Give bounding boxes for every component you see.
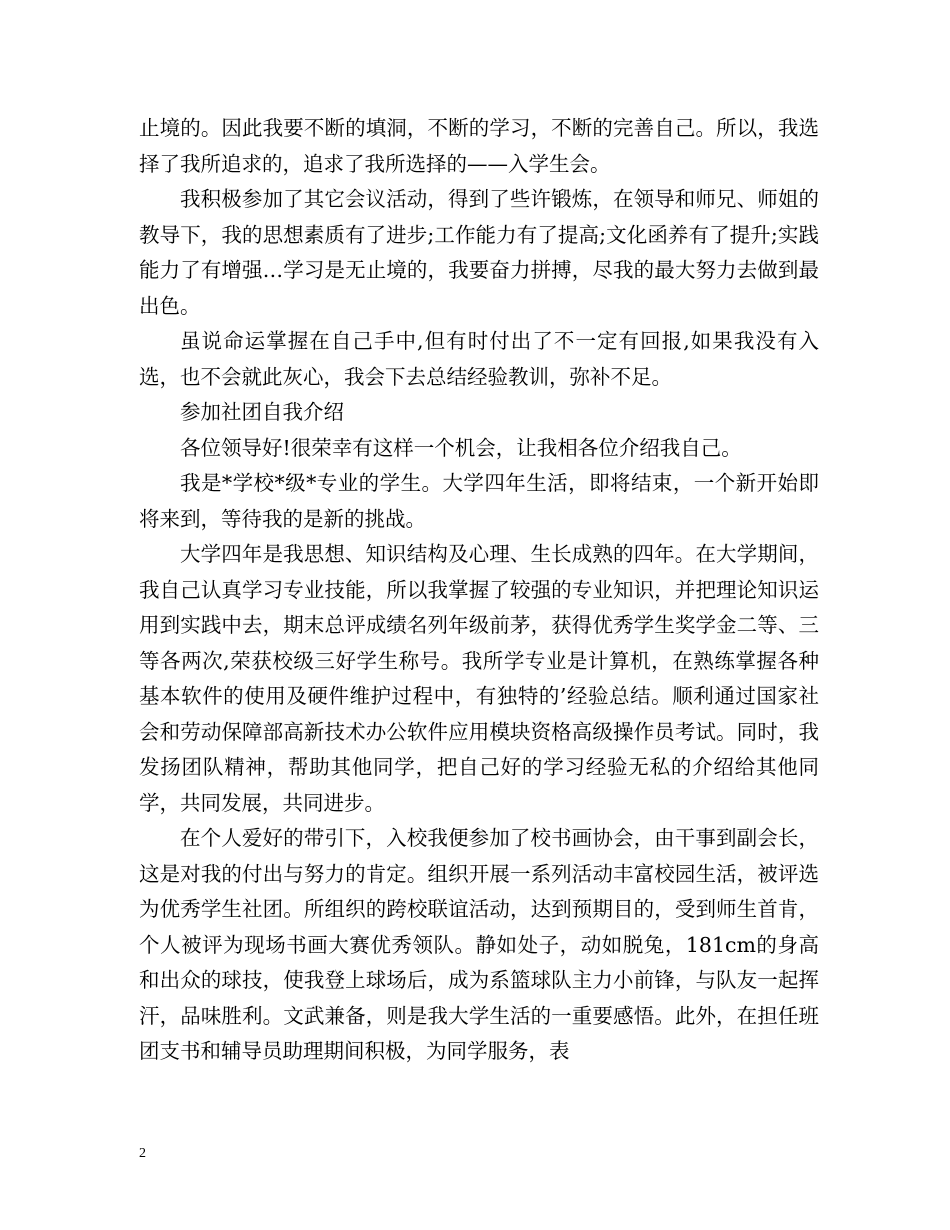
section-heading: 参加社团自我介绍 (180, 400, 344, 424)
paragraph-2: 我积极参加了其它会议活动，得到了些许锻炼，在领导和师兄、师姐的教导下，我的思想素质有了进步;工作能力有了提高;文化函养有了提升;实践能力了有增强…学习是无止境的，我要奋力拼搏，尽我的最大努力去做到最出色。 (139, 187, 819, 318)
paragraph-1: 止境的。因此我要不断的填洞，不断的学习，不断的完善自己。所以，我选择了我所追求的，追求了我所选择的——入学生会。 (139, 116, 819, 176)
paragraph-hobbies: 在个人爱好的带引下，入校我便参加了校书画协会，由干事到副会长，这是对我的付出与努力的肯定。组织开展一系列活动丰富校园生活，被评选为优秀学生社团。所组织的跨校联谊活动，达到预期目的，受到师生首肯，个人被评为现场书画大赛优秀领队。静如处子，动如脱兔，181cm的身高和出众的球技，使我登上球场后，成为系篮球队主力小前锋，与队友一起挥汗，品味胜利。文武兼备，则是我大学生活的一重要感悟。此外，在担任班团支书和辅导员助理期间积极，为同学服务，表 (139, 826, 819, 1063)
page-number: 2 (139, 1146, 146, 1161)
paragraph-introduction: 我是*学校*级*专业的学生。大学四年生活，即将结束，一个新开始即将来到，等待我的是新的挑战。 (139, 471, 819, 531)
document-body (139, 111, 819, 1070)
paragraph-university-years: 大学四年是我思想、知识结构及心理、生长成熟的四年。在大学期间，我自己认真学习专业技能，所以我掌握了较强的专业知识，并把理论知识运用到实践中去，期末总评成绩名列年级前茅，获得优秀学生奖学金二等、三等各两次,荣获校级三好学生称号。我所学专业是计算机，在熟练掌握各种基本软件的使用及硬件维护过程中，有独特的’经验总结。顺利通过国家社会和劳动保障部高新技术办公软件应用模块资格高级操作员考试。同时，我发扬团队精神，帮助其他同学，把自己好的学习经验无私的介绍给其他同学，共同发展，共同进步。 (139, 542, 819, 815)
paragraph-3: 虽说命运掌握在自己手中,但有时付出了不一定有回报,如果我没有入选，也不会就此灰心，我会下去总结经验教训，弥补不足。 (139, 329, 819, 389)
paragraph-greeting: 各位领导好!很荣幸有这样一个机会，让我相各位介绍我自己。 (180, 435, 742, 460)
